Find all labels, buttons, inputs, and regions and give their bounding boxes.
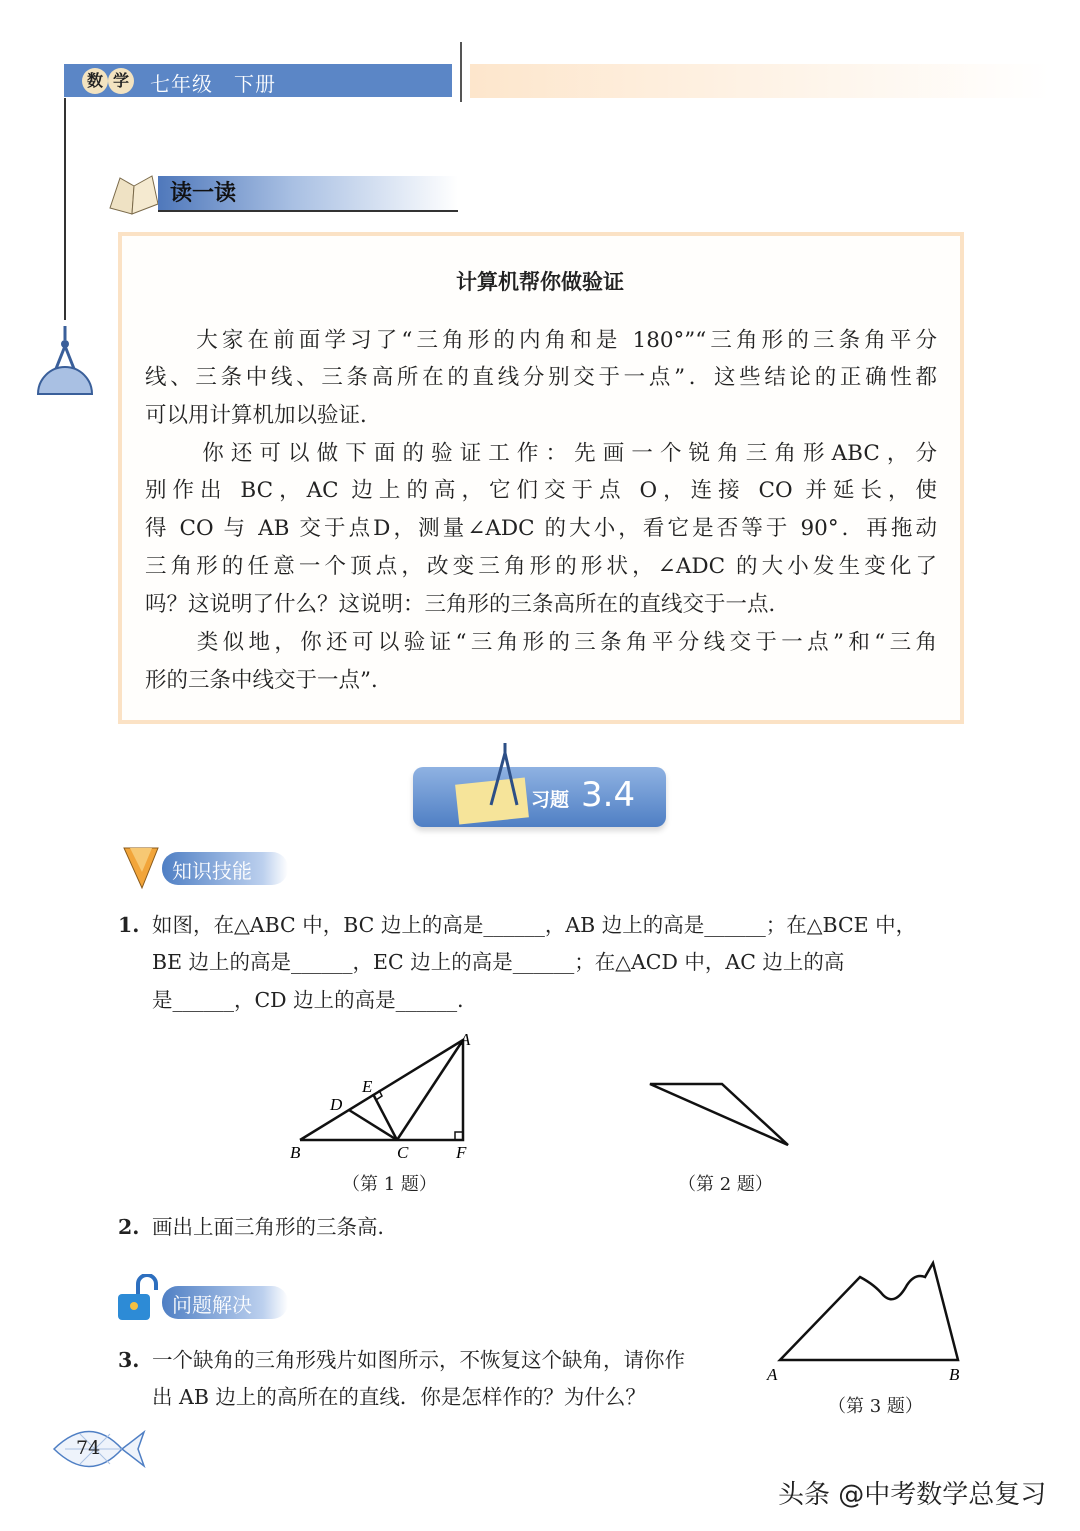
question-2-text: 画出上面三角形的三条高．	[152, 1215, 398, 1239]
label-f: F	[456, 1143, 467, 1162]
compass-icon	[483, 743, 523, 809]
reading-line: 吗？这说明了什么？这说明：三角形的三条高所在的直线交于一点．	[145, 592, 791, 617]
question-1-line: BE 边上的高是______，EC 边上的高是______；在△ACD 中，AC 边上的高	[152, 950, 845, 974]
exercise-label: 习题	[531, 789, 570, 811]
figure-2	[640, 1075, 800, 1155]
exercise-number: 3.4	[581, 775, 636, 815]
section-problem-label: 问题解决	[172, 1293, 252, 1317]
question-number: 2.	[118, 1215, 140, 1239]
figure-3	[765, 1255, 975, 1385]
header-band-right	[470, 64, 1050, 98]
label-c: C	[397, 1143, 409, 1162]
section-skills-label: 知识技能	[172, 859, 252, 883]
reading-line: 你还可以做下面的验证工作：先画一个锐角三角形ABC，分	[145, 441, 937, 466]
compass-protractor-icon	[36, 326, 94, 398]
figure-3-caption: （第 3 题）	[828, 1396, 923, 1417]
exercise-badge	[413, 767, 666, 827]
open-book-icon	[106, 172, 160, 216]
pencil-cone-icon	[122, 842, 160, 890]
reading-heading	[158, 176, 458, 212]
page-number: 74	[76, 1437, 101, 1459]
question-3-line: 一个缺角的三角形残片如图所示，不恢复这个缺角，请你作	[152, 1348, 685, 1372]
reading-line: 大家在前面学习了“三角形的内角和是 180°”“三角形的三条角平分	[145, 328, 937, 353]
reading-line: 形的三条中线交于一点”．	[145, 668, 393, 693]
figure-1	[280, 1030, 500, 1165]
section-problem	[162, 1286, 288, 1319]
divider	[460, 42, 462, 102]
grade-label: 七年级 下册	[150, 72, 276, 96]
subject-badge: 学	[108, 68, 134, 94]
question-1-line: 如图，在△ABC 中，BC 边上的高是______，AB 边上的高是______；在△BCE 中，	[152, 913, 917, 937]
figure-2-caption: （第 2 题）	[678, 1174, 773, 1195]
header-band	[64, 64, 452, 97]
question-number: 3.	[118, 1348, 140, 1372]
label-e: E	[362, 1077, 373, 1096]
label-b: B	[949, 1365, 960, 1384]
question-1-line: 是______，CD 边上的高是______．	[152, 988, 478, 1012]
label-b: B	[290, 1143, 301, 1162]
reading-line: 三角形的任意一个顶点，改变三角形的形状，∠ADC 的大小发生变化了	[145, 554, 937, 579]
reading-line: 可以用计算机加以验证．	[145, 403, 382, 428]
watermark: 头条 @中考数学总复习	[778, 1480, 1047, 1510]
reading-title: 计算机帮你做验证	[456, 270, 624, 294]
unlock-icon	[114, 1274, 162, 1324]
reading-heading-text: 读一读	[170, 181, 237, 206]
question-3-line: 出 AB 边上的高所在的直线．你是怎样作的？为什么？	[152, 1385, 646, 1409]
label-d: D	[330, 1095, 343, 1114]
figure-1-caption: （第 1 题）	[342, 1174, 437, 1195]
label-a: A	[767, 1365, 778, 1384]
section-skills	[162, 852, 288, 885]
reading-line: 得 CO 与 AB 交于点D，测量∠ADC 的大小，看它是否等于 90°．再拖动	[145, 516, 937, 541]
reading-line: 线、三条中线、三条高所在的直线分别交于一点”．这些结论的正确性都	[145, 365, 937, 390]
subject-badge: 数	[82, 68, 108, 94]
reading-line: 类似地，你还可以验证“三角形的三条角平分线交于一点”和“三角	[145, 630, 937, 655]
question-number: 1.	[118, 913, 140, 937]
label-a: A	[460, 1030, 471, 1049]
reading-line: 别作出 BC，AC 边上的高，它们交于点 O，连接 CO 并延长，使	[145, 478, 937, 503]
